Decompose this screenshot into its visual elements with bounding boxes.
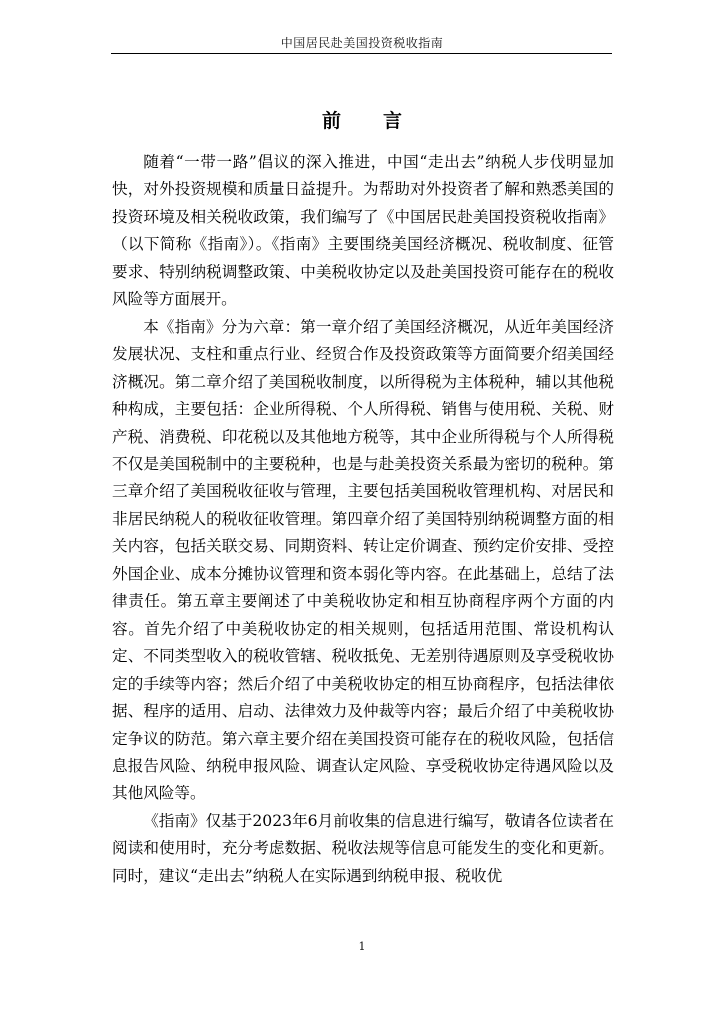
title-char-1: 前 <box>321 110 341 132</box>
paragraph-1: 随着“一带一路”倡议的深入推进，中国“走出去”纳税人步伐明显加快，对外投资规模和质量日益提升。为帮助对外投资者了解和熟悉美国的投资环境及相关税收政策，我们编写了《中国居民赴美国投资税收指南》（以下简称《指南》）。《指南》主要围绕美国经济概况、税收制度、征管要求、特别纳税调整政策、中美税收协定以及赴美国投资可能存在的税收风险等方面展开。 <box>112 153 614 309</box>
paragraph-3: 《指南》仅基于2023年6月前收集的信息进行编写，敬请各位读者在阅读和使用时，充分考虑数据、税收法规等信息可能发生的变化和更新。同时，建议“走出去”纳税人在实际遇到纳税申报、税收优 <box>112 811 614 885</box>
title-char-2: 言 <box>383 110 403 132</box>
running-header: 中国居民赴美国投资税收指南 <box>280 36 444 50</box>
header-divider <box>111 53 612 54</box>
paragraph-2: 本《指南》分为六章：第一章介绍了美国经济概况，从近年美国经济发展状况、支柱和重点行业、经贸合作及投资政策等方面简要介绍美国经济概况。第二章介绍了美国税收制度，以所得税为主体税种，辅以其他税种构成，主要包括：企业所得税、个人所得税、销售与使用税、关税、财产税、消费税、印花税以及其他地方税等，其中企业所得税与个人所得税不仅是美国税制中的主要税种，也是与赴美投资关系最为密切的税种。第三章介绍了美国税收征收与管理，主要包括美国税收管理机构、对居民和非居民纳税人的税收征收管理。第四章介绍了美国特别纳税调整方面的相关内容，包括关联交易、同期资料、转让定价调查、预约定价安排、受控外国企业、成本分摊协议管理和资本弱化等内容。在此基础上，总结了法律责任。第五章主要阐述了中美税收协定和相互协商程序两个方面的内容。首先介绍了中美税收协定的相关规则，包括适用范围、常设机构认定、不同类型收入的税收管辖、税收抵免、无差别待遇原则及享受税收协定的手续等内容；然后介绍了中美税收协定的相互协商程序，包括法律依据、程序的适用、启动、法律效力及仲裁等内容；最后介绍了中美税收协定争议的防范。第六章主要介绍在美国投资可能存在的税收风险，包括信息报告风险、纳税申报风险、调查认定风险、享受税收协定待遇风险以及其他风险等。 <box>112 317 614 803</box>
body-text <box>112 149 614 890</box>
page-number: 1 <box>358 940 366 953</box>
page-title <box>0 106 724 133</box>
